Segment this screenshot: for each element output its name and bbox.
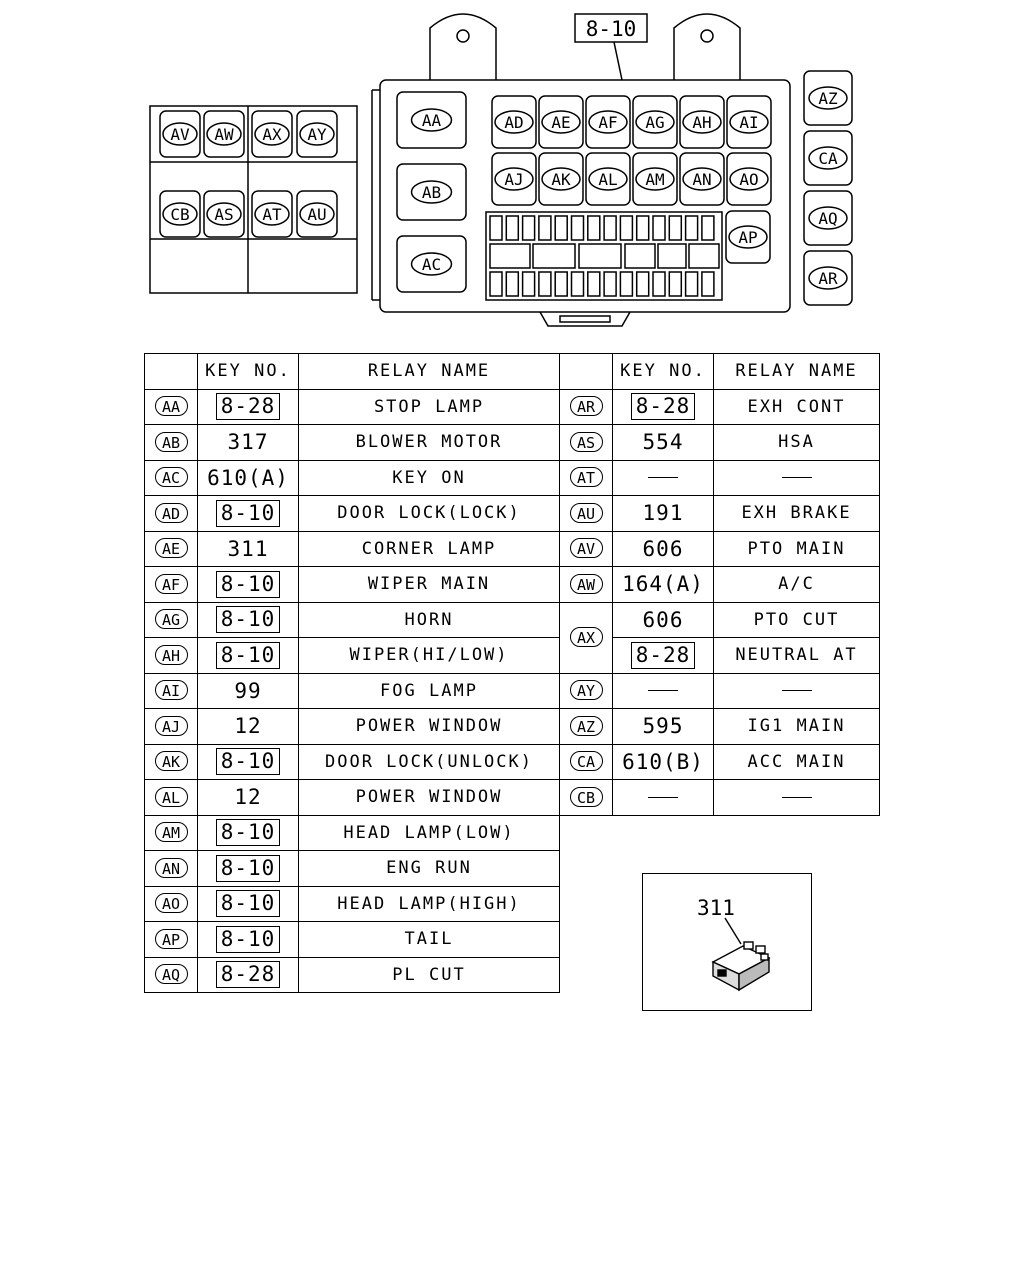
relay-position-av [160, 111, 200, 157]
relay-name-cell: POWER WINDOW [299, 709, 560, 745]
fuse-slot [490, 216, 502, 240]
relay-code-label: AL [598, 170, 618, 189]
table-row [145, 886, 560, 922]
table-row [145, 780, 560, 816]
empty-dash [782, 477, 812, 478]
relay-name-cell: HEAD LAMP(LOW) [299, 815, 560, 851]
mounting-ear-right [674, 14, 740, 80]
fuse-slot [653, 216, 665, 240]
key-no: 311 [227, 536, 269, 561]
relay-position-ak [539, 153, 583, 205]
fuse-slot [490, 272, 502, 296]
fuse-slot [490, 244, 530, 268]
key-no-cell [198, 744, 299, 780]
relay-code: AF [155, 574, 188, 594]
key-no-reference: 8-10 [216, 606, 281, 633]
relay-position-ao [727, 153, 771, 205]
fuse-slot [533, 244, 575, 268]
relay-code: CA [570, 751, 603, 771]
key-no-reference: 8-10 [216, 926, 281, 953]
fuse-slot [523, 272, 535, 296]
fuse-slot [604, 216, 616, 240]
relay-position-ad [492, 96, 536, 148]
relay-name-cell: EXH CONT [714, 389, 880, 425]
key-no-cell [198, 709, 299, 745]
table-row [560, 460, 880, 496]
relay-code-cell [145, 886, 198, 922]
relay-code-cell [145, 638, 198, 674]
relay-code: AU [570, 503, 603, 523]
table-header-row [560, 354, 880, 390]
header-key-no: KEY NO. [198, 354, 299, 390]
fuse-array [486, 212, 722, 300]
relay-code: AL [155, 787, 188, 807]
fuse-slot [539, 216, 551, 240]
relay-name-cell: POWER WINDOW [299, 780, 560, 816]
key-no-reference: 8-28 [216, 393, 281, 420]
key-no-reference: 8-10 [216, 819, 281, 846]
relay-code-label: AJ [504, 170, 524, 189]
relay-code: AI [155, 680, 188, 700]
relay-code-cell [145, 957, 198, 993]
key-no-cell [198, 496, 299, 532]
relay-name-cell: ACC MAIN [714, 744, 880, 780]
relay-code-cell [560, 780, 613, 816]
key-no: 164(A) [622, 572, 704, 597]
table-row [145, 496, 560, 532]
relay-code: CB [570, 787, 603, 807]
key-no-cell [198, 673, 299, 709]
fuse-slot [702, 216, 714, 240]
relay-code-cell [145, 389, 198, 425]
relay-code: AK [155, 751, 188, 771]
relay-name-cell: EXH BRAKE [714, 496, 880, 532]
fuse-slot [588, 216, 600, 240]
relay-code-cell [560, 389, 613, 425]
relay-code: AY [570, 680, 603, 700]
relay-code-cell [560, 567, 613, 603]
fuse-slot [506, 272, 518, 296]
empty-dash [648, 690, 678, 691]
table-row [560, 425, 880, 461]
key-no-reference: 8-10 [216, 642, 281, 669]
table-row [560, 744, 880, 780]
key-no-cell [198, 780, 299, 816]
fuse-slot [555, 216, 567, 240]
key-no-cell [613, 389, 714, 425]
fuse-slot [689, 244, 719, 268]
relay-code: AV [570, 538, 603, 558]
relay-code-label: AP [738, 228, 758, 247]
relay-code: AC [155, 467, 188, 487]
relay-code-cell [560, 425, 613, 461]
relay-name-cell: BLOWER MOTOR [299, 425, 560, 461]
relay-code: AH [155, 645, 188, 665]
key-no-reference: 8-28 [631, 393, 696, 420]
table-row [560, 780, 880, 816]
relay-name-cell: NEUTRAL AT [714, 638, 880, 674]
relay-name-cell: TAIL [299, 922, 560, 958]
key-no-cell [198, 957, 299, 993]
key-no-cell [613, 460, 714, 496]
fuse-slot [620, 272, 632, 296]
key-no: 12 [234, 714, 262, 739]
relay-code: AE [155, 538, 188, 558]
fuse-slot [637, 216, 649, 240]
relay-code-cell [145, 780, 198, 816]
table-row [145, 602, 560, 638]
table-row [145, 744, 560, 780]
fuse-slot [686, 216, 698, 240]
relay-code-label: AI [739, 113, 759, 132]
relay-code-cell [560, 744, 613, 780]
relay-code: AM [155, 822, 188, 842]
table-row [145, 460, 560, 496]
relay-code-label: AR [818, 269, 838, 288]
table-row [560, 567, 880, 603]
table-row [145, 815, 560, 851]
relay-position-ac [397, 236, 466, 292]
relay-code-label: AE [551, 113, 571, 132]
relay-position-af [586, 96, 630, 148]
table-row [145, 531, 560, 567]
relay-position-am [633, 153, 677, 205]
relay-code: AP [155, 929, 188, 949]
relay-name-cell [714, 780, 880, 816]
relay-code-label: AY [307, 125, 327, 144]
key-no: 554 [642, 430, 684, 455]
relay-position-al [586, 153, 630, 205]
relay-code: AD [155, 503, 188, 523]
relay-position-aq [804, 191, 852, 245]
table-row [145, 851, 560, 887]
relay-code-cell [145, 531, 198, 567]
relay-position-ah [680, 96, 724, 148]
key-no-cell [198, 886, 299, 922]
key-no-cell [613, 744, 714, 780]
relay-code-label: AD [504, 113, 524, 132]
header-code [145, 354, 198, 390]
relay-code-cell [145, 673, 198, 709]
fuse-slot [572, 272, 584, 296]
table-row [560, 709, 880, 745]
callout-8-10 [575, 14, 647, 80]
relay-code-label: AT [262, 205, 282, 224]
relay-code: AZ [570, 716, 603, 736]
relay-code: AN [155, 858, 188, 878]
key-no-reference: 8-10 [216, 855, 281, 882]
key-no-cell [613, 531, 714, 567]
relay-position-az [804, 71, 852, 125]
key-no: 317 [227, 430, 269, 455]
key-no-cell [198, 460, 299, 496]
key-no: 12 [234, 785, 262, 810]
relay-name-cell: STOP LAMP [299, 389, 560, 425]
key-no-cell [613, 638, 714, 674]
key-no-cell [198, 638, 299, 674]
relay-position-ag [633, 96, 677, 148]
fuse-slot [637, 272, 649, 296]
relay-code: AT [570, 467, 603, 487]
relay-code-cell [560, 460, 613, 496]
relay-code-cell [145, 744, 198, 780]
fuse-slot [702, 272, 714, 296]
relay-position-aw [204, 111, 244, 157]
relay-position-an [680, 153, 724, 205]
relay-code-cell [145, 922, 198, 958]
relay-code: AQ [155, 964, 188, 984]
relay-code-cell [145, 425, 198, 461]
key-no-reference: 8-10 [216, 571, 281, 598]
relay-code: AW [570, 574, 603, 594]
table-header-row [145, 354, 560, 390]
header-key-no: KEY NO. [613, 354, 714, 390]
key-no-cell [613, 709, 714, 745]
header-relay-name: RELAY NAME [299, 354, 560, 390]
key-no-reference: 8-10 [216, 500, 281, 527]
relay-name-cell: PTO MAIN [714, 531, 880, 567]
relay-position-ae [539, 96, 583, 148]
relay-code-cell [145, 602, 198, 638]
key-no: 610(B) [622, 749, 704, 774]
relay-code-label: AW [214, 125, 234, 144]
relay-code: AJ [155, 716, 188, 736]
table-row [145, 425, 560, 461]
relay-icon [643, 874, 813, 1012]
relay-code: AR [570, 396, 603, 416]
relay-code-label: AA [421, 111, 442, 130]
key-no-cell [198, 531, 299, 567]
relay-position-as [204, 191, 244, 237]
fuse-slot [579, 244, 621, 268]
fuse-slot [653, 272, 665, 296]
table-row [560, 602, 880, 638]
relay-position-aj [492, 153, 536, 205]
relay-code-cell [145, 567, 198, 603]
relay-name-cell: WIPER MAIN [299, 567, 560, 603]
callout-label: 8-10 [585, 17, 637, 41]
relay-position-ai [727, 96, 771, 148]
relay-position-au [297, 191, 337, 237]
relay-code-label: CB [170, 205, 190, 224]
table-row [145, 673, 560, 709]
table-row [145, 567, 560, 603]
table-row [145, 922, 560, 958]
fuse-slot [506, 216, 518, 240]
relay-position-cb [160, 191, 200, 237]
relay-position-at [252, 191, 292, 237]
relay-name-cell [714, 460, 880, 496]
key-no-cell [198, 815, 299, 851]
relay-code-label: AB [421, 183, 442, 202]
key-no-cell [198, 851, 299, 887]
fuse-slot [669, 272, 681, 296]
relay-name-cell: PTO CUT [714, 602, 880, 638]
relay-position-ar [804, 251, 852, 305]
relay-name-cell: IG1 MAIN [714, 709, 880, 745]
fuse-slot [669, 216, 681, 240]
relay-code-label: AZ [818, 89, 838, 108]
table-row [560, 496, 880, 532]
fuse-slot [620, 216, 632, 240]
fuse-slot [555, 272, 567, 296]
table-row [145, 957, 560, 993]
relay-code-cell [560, 496, 613, 532]
key-no: 606 [642, 536, 684, 561]
relay-code-label: AC [421, 255, 442, 274]
relay-code-label: AM [645, 170, 665, 189]
relay-part-number: 311 [697, 896, 735, 920]
key-no-cell [613, 496, 714, 532]
key-no-cell [198, 389, 299, 425]
relay-name-cell: HEAD LAMP(HIGH) [299, 886, 560, 922]
relay-code-cell [145, 460, 198, 496]
key-no-cell [613, 602, 714, 638]
key-no-cell [198, 922, 299, 958]
header-relay-name: RELAY NAME [714, 354, 880, 390]
relay-code-cell [145, 496, 198, 532]
relay-code: AG [155, 609, 188, 629]
relay-name-cell: DOOR LOCK(LOCK) [299, 496, 560, 532]
key-no-cell [198, 425, 299, 461]
empty-dash [782, 690, 812, 691]
key-no-reference: 8-28 [216, 961, 281, 988]
relay-code-label: AU [307, 205, 327, 224]
relay-name-cell [714, 673, 880, 709]
relay-name-cell: A/C [714, 567, 880, 603]
key-no-reference: 8-28 [631, 642, 696, 669]
key-no: 595 [642, 714, 684, 739]
relay-code-label: AQ [818, 209, 838, 228]
relay-code-cell [145, 709, 198, 745]
key-no-cell [198, 602, 299, 638]
relay-code-cell [560, 673, 613, 709]
fuse-slot [686, 272, 698, 296]
relay-code: AX [570, 627, 603, 647]
relay-code-label: AF [598, 113, 618, 132]
relay-code: AS [570, 432, 603, 452]
relay-code-cell [560, 531, 613, 567]
header-code [560, 354, 613, 390]
empty-dash [782, 797, 812, 798]
relay-name-cell: PL CUT [299, 957, 560, 993]
relay-position-ca [804, 131, 852, 185]
fuse-slot [658, 244, 686, 268]
key-no-reference: 8-10 [216, 748, 281, 775]
table-row [560, 531, 880, 567]
relay-name-cell: CORNER LAMP [299, 531, 560, 567]
key-no: 99 [234, 678, 262, 703]
fuse-slot [572, 216, 584, 240]
table-row [145, 389, 560, 425]
relay-code-label: AN [692, 170, 712, 189]
fuse-slot [539, 272, 551, 296]
fuse-slot [523, 216, 535, 240]
relay-name-cell: HSA [714, 425, 880, 461]
relay-name-cell: ENG RUN [299, 851, 560, 887]
key-no-cell [613, 567, 714, 603]
relay-code-label: AH [692, 113, 712, 132]
relay-code-label: AX [262, 125, 282, 144]
key-no: 191 [642, 501, 684, 526]
key-no-reference: 8-10 [216, 890, 281, 917]
relay-name-cell: FOG LAMP [299, 673, 560, 709]
relay-code-label: CA [818, 149, 838, 168]
table-row [560, 389, 880, 425]
key-no-cell [613, 780, 714, 816]
relay-code-cell [560, 602, 613, 673]
relay-name-cell: WIPER(HI/LOW) [299, 638, 560, 674]
relay-code-cell [145, 815, 198, 851]
key-no-cell [613, 673, 714, 709]
empty-dash [648, 797, 678, 798]
fuse-slot [604, 272, 616, 296]
table-row [145, 638, 560, 674]
relay-name-cell: HORN [299, 602, 560, 638]
fuse-slot [588, 272, 600, 296]
relay-code-label: AG [645, 113, 665, 132]
empty-dash [648, 477, 678, 478]
relay-name-cell: DOOR LOCK(UNLOCK) [299, 744, 560, 780]
relay-table-left [144, 353, 560, 993]
relay-code-label: AV [170, 125, 190, 144]
relay-picture-box [642, 873, 812, 1011]
relay-code-cell [560, 709, 613, 745]
relay-code-label: AK [551, 170, 571, 189]
relay-code-cell [145, 851, 198, 887]
relay-code: AO [155, 893, 188, 913]
relay-position-ab [397, 164, 466, 220]
table-row [145, 709, 560, 745]
relay-position-ax [252, 111, 292, 157]
relay-table-right [559, 353, 880, 816]
table-row [560, 673, 880, 709]
key-no-cell [613, 425, 714, 461]
relay-code-label: AS [214, 205, 234, 224]
relay-code: AA [155, 396, 188, 416]
relay-position-aa [397, 92, 466, 148]
relay-name-cell: KEY ON [299, 460, 560, 496]
key-no: 606 [642, 607, 684, 632]
fuse-box-diagram [0, 0, 1024, 340]
relay-code-label: AO [739, 170, 759, 189]
key-no-cell [198, 567, 299, 603]
mounting-ear-left [430, 14, 496, 80]
relay-code: AB [155, 432, 188, 452]
fuse-slot [625, 244, 655, 268]
key-no: 610(A) [207, 465, 289, 490]
relay-position-ay [297, 111, 337, 157]
relay-position-ap [726, 211, 770, 263]
